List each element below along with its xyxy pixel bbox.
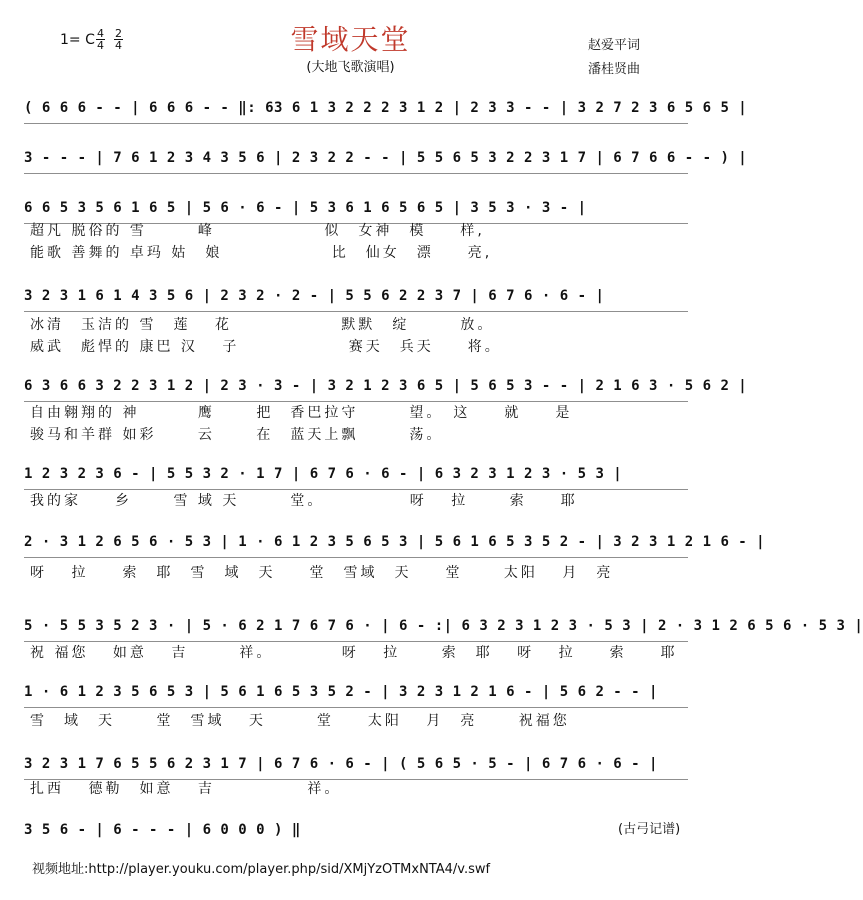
notation-line: 6 6 5 3 5 6 1 6 5 | 5 6 · 6 - | 5 3 6 1 6 5 6 5 | 3 5 3 · 3 - | [24,200,587,216]
lyricist-credit: 赵爱平词 [588,38,641,53]
notation-line: 1 · 6 1 2 3 5 6 5 3 | 5 6 1 6 5 3 5 2 - | 3 2 3 1 2 1 6 - | 5 6 2 - - | [24,684,658,700]
notation-line: 2 · 3 1 2 6 5 6 · 5 3 | 1 · 6 1 2 3 5 6 5 3 | 5 6 1 6 5 3 5 2 - | 3 2 3 1 2 1 6 - | [24,534,766,550]
notation-line: 3 2 3 1 6 1 4 3 5 6 | 2 3 2 · 2 - | 5 5 6 2 2 3 7 | 6 7 6 · 6 - | [24,288,605,304]
lyric-line: 自由翱翔的 神 鹰 把 香巴拉守 望。 这 就 是 [30,405,573,421]
meter2-top: 2 [115,27,122,40]
notation-line: 3 - - - | 7 6 1 2 3 4 3 5 6 | 2 3 2 2 - - | 5 5 6 5 3 2 2 3 1 7 | 6 7 6 6 - - ) | [24,150,748,166]
underline [24,707,688,708]
notation-line: 6 3 6 6 3 2 2 3 1 2 | 2 3 · 3 - | 3 2 1 2 3 6 5 | 5 6 5 3 - - | 2 1 6 3 · 5 6 2 | [24,378,748,394]
underline [24,557,688,558]
lyric-line: 我的家 乡 雪 域 天 堂。 呀 拉 索 耶 [30,493,578,509]
composer-credit: 潘桂贤曲 [588,62,641,77]
lyric-line: 超凡 脱俗的 雪 峰 似 女神 模 样, [30,223,485,239]
underline [24,173,688,174]
video-url: 视频地址:http://player.youku.com/player.php/sid/XMjYzOTMxNTA4/v.swf [32,862,491,877]
lyric-line: 骏马和羊群 如彩 云 在 蓝天上飘 荡。 [30,427,444,443]
lyric-line: 祝 福您 如意 吉 祥。 呀 拉 索 耶 呀 拉 索 耶 [30,645,678,661]
notation-line: 3 2 3 1 7 6 5 5 6 2 3 1 7 | 6 7 6 · 6 - | ( 5 6 5 · 5 - | 6 7 6 · 6 - | [24,756,658,772]
lyric-line: 呀 拉 索 耶 雪 域 天 堂 雪域 天 堂 太阳 月 亮 [30,565,614,581]
lyric-line: 能歌 善舞的 卓玛 姑 娘 比 仙女 漂 亮, [30,245,493,261]
lyric-line: 冰清 玉洁的 雪 莲 花 默默 绽 放。 [30,317,495,333]
meter1-bottom: 4 [97,39,104,52]
lyric-line: 威武 彪悍的 康巴 汉 子 赛天 兵天 将。 [30,339,502,355]
notation-source: (古弓记谱) [618,822,681,837]
key-signature: 1= C [60,32,95,48]
underline [24,123,688,124]
lyric-line: 雪 域 天 堂 雪域 天 堂 太阳 月 亮 祝福您 [30,713,570,729]
underline [24,311,688,312]
notation-line: 5 · 5 5 3 5 2 3 · | 5 · 6 2 1 7 6 7 6 · | 6 - :| 6 3 2 3 1 2 3 · 5 3 | 2 · 3 1 2 6 5 6 · 5 3 | [24,618,863,634]
meter1-top: 4 [97,27,104,40]
notation-line: 1 2 3 2 3 6 - | 5 5 3 2 · 1 7 | 6 7 6 · 6 - | 6 3 2 3 1 2 3 · 5 3 | [24,466,623,482]
lyric-line: 扎西 德勒 如意 吉 祥。 [30,781,342,797]
notation-line: 3 5 6 - | 6 - - - | 6 0 0 0 ) ‖ [24,822,301,838]
meter2-bottom: 4 [115,39,122,52]
notation-line: ( 6 6 6 - - | 6 6 6 - - ‖: 63 6 1 3 2 2 2 3 1 2 | 2 3 3 - - | 3 2 7 2 3 6 5 6 5 | [24,100,748,116]
song-title: 雪域天堂 [290,23,411,56]
performer-subtitle: (大地飞歌演唱) [306,60,395,75]
